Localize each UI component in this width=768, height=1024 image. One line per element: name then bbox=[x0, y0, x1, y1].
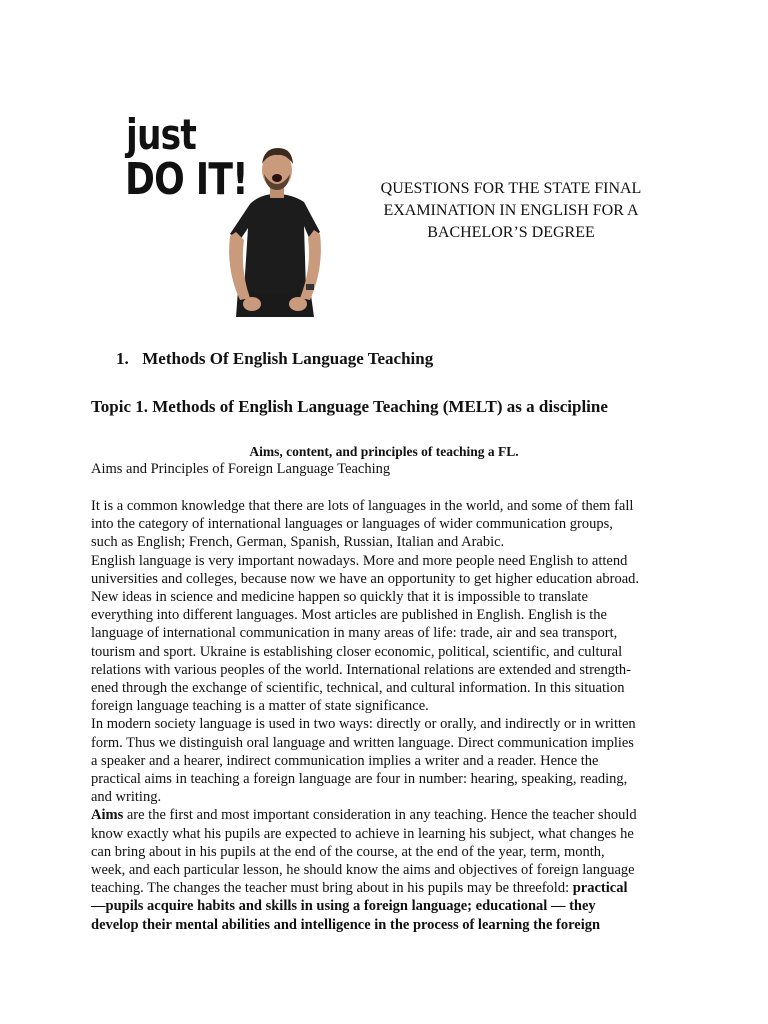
body-line: everything into different languages. Most articles are published in English. English is the bbox=[91, 607, 607, 624]
topic-heading: Topic 1. Methods of English Language Teaching (MELT) as a discipline bbox=[91, 397, 608, 416]
body-line: New ideas in science and medicine happen so quickly that it is impossible to translate bbox=[91, 589, 588, 606]
aims-principles-subtitle: Aims and Principles of Foreign Language Teaching bbox=[91, 461, 391, 477]
body-line: ened through the exchange of scientific, technical, and cultural information. In this situation bbox=[91, 680, 625, 697]
body-line: tourism and sport. Ukraine is establishing closer economic, political, scientific, and cultural bbox=[91, 643, 623, 660]
aims-paragraph-line: know exactly what his pupils are expected to achieve in learning his subject, what changes he bbox=[91, 825, 634, 842]
title-line-2: EXAMINATION IN ENGLISH FOR A bbox=[383, 202, 639, 219]
body-line: English language is very important nowadays. More and more people need English to attend bbox=[91, 552, 628, 569]
body-line: foreign language teaching is a matter of state significance. bbox=[91, 698, 429, 715]
logo-do-it-text: DO IT! bbox=[125, 154, 248, 205]
document-title bbox=[352, 178, 670, 244]
section-heading-text: Methods Of English Language Teaching bbox=[142, 349, 434, 368]
body-line: a speaker and a hearer, indirect communication implies a writer and a reader. Hence the bbox=[91, 752, 599, 769]
body-line: and writing. bbox=[91, 789, 162, 806]
body-line: It is a common knowledge that there are lots of languages in the world, and some of them fall bbox=[91, 498, 634, 514]
body-line: In modern society language is used in two ways: directly or orally, and indirectly or in written bbox=[91, 716, 636, 733]
man-figure-illustration bbox=[220, 140, 332, 317]
body-line: form. Thus we distinguish oral language and written language. Direct communication implies bbox=[91, 734, 634, 751]
aims-bold-line: —pupils acquire habits and skills in using a foreign language; educational — they bbox=[91, 898, 596, 915]
body-line: such as English; French, German, Spanish, Russian, Italian and Arabic. bbox=[91, 534, 505, 551]
section-heading bbox=[116, 349, 433, 369]
body-line: into the category of international languages or languages of wider communication groups, bbox=[91, 516, 613, 533]
aims-paragraph-line: can bring about in his pupils at the end of the course, at the end of the year, term, month, bbox=[91, 843, 605, 860]
aims-bold-word: Aims bbox=[91, 807, 124, 824]
body-line: universities and colleges, because now we have an opportunity to get higher education abroad. bbox=[91, 570, 640, 587]
title-line-3: BACHELOR’S DEGREE bbox=[427, 224, 595, 241]
aims-line-rest: are the first and most important consideration in any teaching. Hence the teacher should bbox=[123, 807, 637, 824]
body-text bbox=[91, 497, 691, 934]
aims-last-plain-text: teaching. The changes the teacher must bring about in his pupils may be threefold: bbox=[91, 880, 573, 897]
aims-content-heading: Aims, content, and principles of teaching a FL. bbox=[249, 444, 519, 459]
aims-paragraph-last-plain-line bbox=[91, 879, 691, 897]
logo-just-text: just bbox=[126, 110, 197, 159]
aims-bold-line: develop their mental abilities and intelligence in the process of learning the foreign bbox=[91, 916, 601, 933]
aims-paragraph-first-line bbox=[91, 806, 691, 824]
section-number: 1. bbox=[116, 349, 129, 368]
title-line-1: QUESTIONS FOR THE STATE FINAL bbox=[380, 180, 642, 197]
practical-bold-word: practical bbox=[572, 880, 628, 897]
just-do-it-image bbox=[122, 112, 332, 317]
body-line: relations with various peoples of the world. International relations are extended and strength- bbox=[91, 661, 631, 678]
aims-paragraph-line: week, and each particular lesson, he should know the aims and objectives of foreign language bbox=[91, 862, 635, 879]
body-line: language of international communication in many areas of life: trade, air and sea transport, bbox=[91, 625, 618, 642]
body-line: practical aims in teaching a foreign language are four in number: hearing, speaking, reading, bbox=[91, 771, 628, 788]
